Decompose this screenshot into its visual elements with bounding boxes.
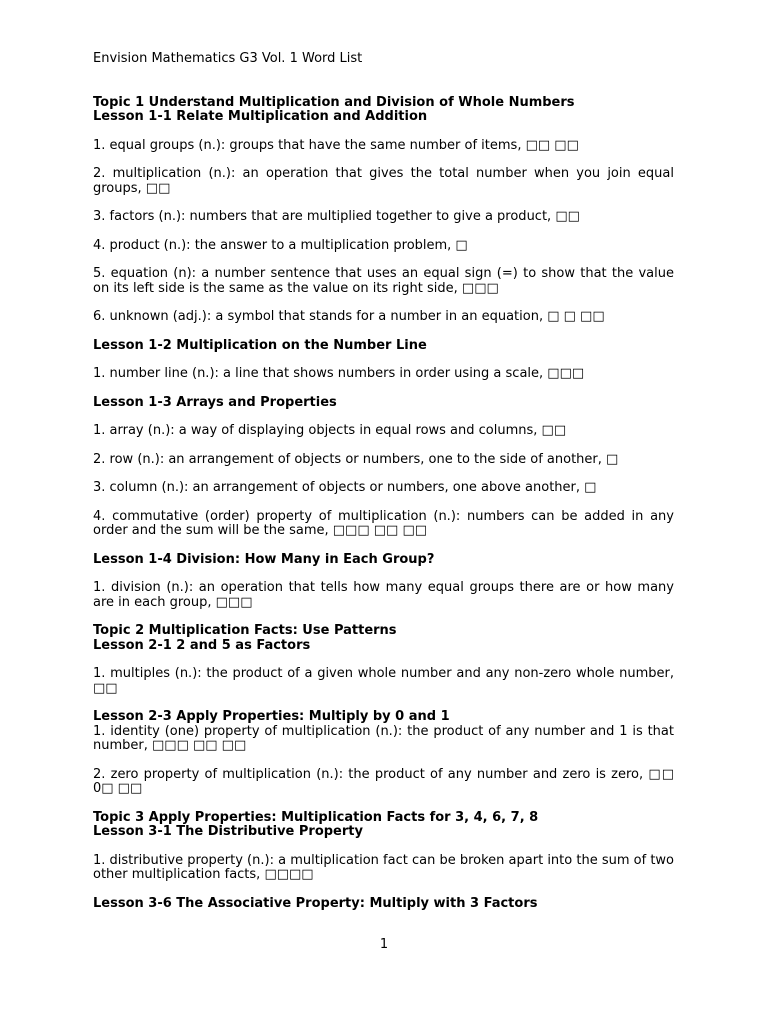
lesson-heading: Lesson 1-1 Relate Multiplication and Addition: [93, 109, 428, 124]
lesson-heading: Lesson 1-2 Multiplication on the Number Line: [93, 337, 427, 353]
lesson-heading: Lesson 2-1 2 and 5 as Factors: [93, 637, 311, 653]
document-title: Envision Mathematics G3 Vol. 1 Word List: [93, 51, 363, 66]
word-entry: 2. row (n.): an arrangement of objects or numbers, one to the side of another, □: [93, 451, 619, 467]
document-page: [93, 52, 674, 911]
page-number: 1: [379, 937, 389, 952]
word-entry: 3. factors (n.): numbers that are multiplied together to give a product, □□: [93, 209, 580, 224]
lesson-heading: Lesson 1-3 Arrays and Properties: [93, 394, 337, 410]
word-entry: 1. division (n.): an operation that tells how many equal groups there are or how many are in each group, □□□: [93, 580, 674, 610]
word-entry: 1. identity (one) property of multiplication (n.): the product of any number and 1 is that number, □□□ □□ □□: [93, 723, 674, 753]
word-entry: 4. product (n.): the answer to a multiplication problem, □: [93, 237, 468, 253]
word-entry: 5. equation (n): a number sentence that uses an equal sign (=) to show that the value on its left side is the same as the value on its right side, □□□: [93, 266, 674, 296]
word-entry: 6. unknown (adj.): a symbol that stands for a number in an equation, □ □ □□: [93, 309, 605, 324]
word-entry: 1. number line (n.): a line that shows numbers in order using a scale, □□□: [93, 366, 585, 381]
topic-heading: Topic 2 Multiplication Facts: Use Patterns: [93, 623, 397, 638]
word-entry: 3. column (n.): an arrangement of objects or numbers, one above another, □: [93, 480, 597, 495]
lesson-heading: Lesson 3-6 The Associative Property: Multiply with 3 Factors: [93, 895, 538, 911]
topic-heading: Topic 1 Understand Multiplication and Division of Whole Numbers: [93, 94, 575, 110]
lesson-heading: Lesson 2-3 Apply Properties: Multiply by 0 and 1: [93, 709, 450, 724]
topic-heading: Topic 3 Apply Properties: Multiplication Facts for 3, 4, 6, 7, 8: [93, 809, 539, 825]
word-entry: 1. multiples (n.): the product of a given whole number and any non-zero whole number, □□: [93, 666, 674, 696]
word-entry: 2. multiplication (n.): an operation that gives the total number when you join equal groups, □□: [93, 166, 674, 196]
word-entry: 4. commutative (order) property of multiplication (n.): numbers can be added in any order and the sum will be the same, □□□ □□ □□: [93, 508, 674, 538]
word-entry: 1. array (n.): a way of displaying objects in equal rows and columns, □□: [93, 423, 567, 438]
word-entry: 2. zero property of multiplication (n.): the product of any number and zero is zero, □□ 0□ □□: [93, 766, 674, 796]
lesson-heading: Lesson 3-1 The Distributive Property: [93, 824, 363, 839]
word-entry: 1. equal groups (n.): groups that have the same number of items, □□ □□: [93, 137, 579, 153]
word-entry: 1. distributive property (n.): a multiplication fact can be broken apart into the sum of two other multiplication facts, □□□□: [93, 852, 674, 882]
lesson-heading: Lesson 1-4 Division: How Many in Each Group?: [93, 551, 435, 567]
